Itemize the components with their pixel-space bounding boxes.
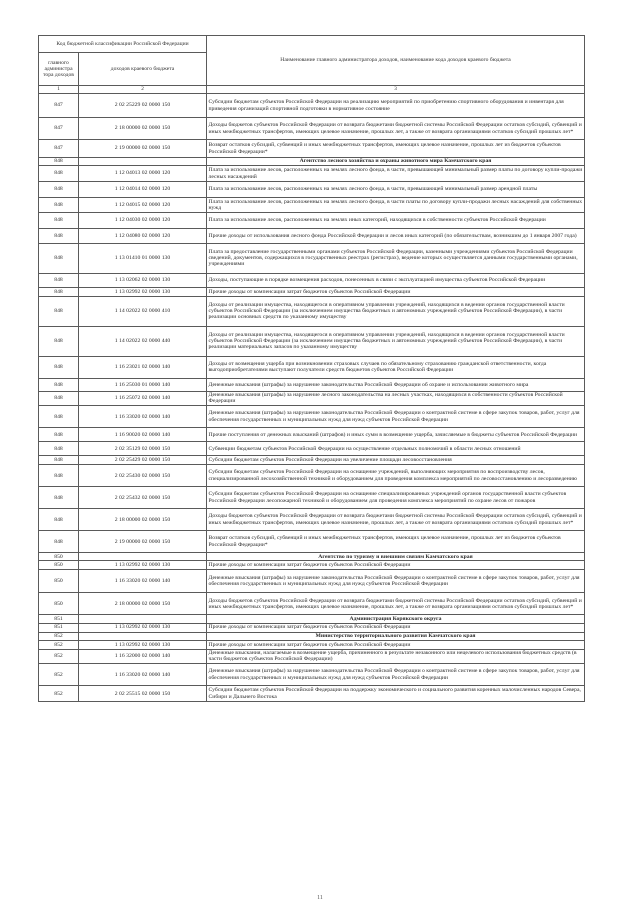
description-cell: Администрация Корякского округа [207,615,585,623]
description-cell: Доходы от возмещения ущерба при возникновении страховых случаев по обязательному страхованию гражданской ответственности, когда выгодоприобретателями выступают получатели средств бюджетов субъектов Российской Федерации [207,356,585,378]
revenue-code-cell: 1 14 02022 02 0000 440 [79,326,207,356]
admin-code-cell: 852 [39,686,79,702]
table-row [39,442,585,456]
admin-code-cell: 850 [39,593,79,615]
revenue-code-cell: 1 13 02992 02 0000 130 [79,623,207,632]
revenue-code-cell: 1 12 04014 02 0000 120 [79,182,207,198]
table-row [39,166,585,182]
revenue-code-cell: 2 19 00000 02 0000 150 [79,531,207,553]
section-row [39,632,585,640]
table-row [39,118,585,140]
description-cell: Субсидии бюджетам субъектов Российской Федерации на реализацию мероприятий по приобретению спортивного оборудования и инвентаря для приведения организаций спортивной подготовки в нормативное состояние [207,94,585,118]
table-row [39,561,585,570]
description-cell: Прочие доходы от компенсации затрат бюджетов субъектов Российской Федерации [207,561,585,570]
description-cell: Денежные взыскания (штрафы) за нарушение законодательства Российской Федерации об охране и использовании животного мира [207,378,585,391]
table-row [39,686,585,702]
description-cell: Субсидии бюджетам субъектов Российской Федерации на оснащение специализированных учреждений органов государственной власти субъектов Российской Федерации лесопожарной техникой и оборудованием для проведения комплекса мероприятий по охране лесов от пожаров [207,487,585,509]
revenue-code-cell: 1 16 25030 01 0000 140 [79,378,207,391]
table-row [39,487,585,509]
header-group-cell: Код бюджетной классификации Российской Федерации [39,36,207,53]
revenue-code-cell: 2 18 00000 02 0000 150 [79,593,207,615]
revenue-code-cell [79,615,207,623]
admin-code-cell: 848 [39,456,79,465]
revenue-code-cell [79,158,207,166]
table-row [39,378,585,391]
revenue-code-cell: 1 16 33020 02 0000 140 [79,664,207,686]
revenue-code-cell: 2 02 25432 02 0000 150 [79,487,207,509]
revenue-code-cell: 1 13 01410 01 0000 130 [79,243,207,273]
admin-code-cell: 848 [39,273,79,287]
table-row [39,570,585,593]
table-row [39,465,585,487]
revenue-code-cell: 1 14 02022 02 0000 410 [79,296,207,326]
admin-code-cell: 847 [39,94,79,118]
revenue-code-cell: 1 13 02992 02 0000 130 [79,287,207,296]
revenue-code-cell: 2 18 00000 02 0000 150 [79,509,207,531]
table-row [39,296,585,326]
description-cell: Денежные взыскания, налагаемые в возмещение ущерба, причиненного в результате незаконного или нецелевого использования бюджетных средств (в части бюджетов субъектов Российской Федерации) [207,649,585,664]
admin-code-cell: 848 [39,406,79,428]
table-row [39,212,585,228]
revenue-code-cell: 1 13 02992 02 0000 130 [79,640,207,649]
admin-code-cell: 850 [39,561,79,570]
admin-code-cell: 851 [39,623,79,632]
revenue-code-cell: 1 16 23021 02 0000 140 [79,356,207,378]
revenue-table [38,35,585,702]
description-cell: Возврат остатков субсидий, субвенций и иных межбюджетных трансфертов, имеющих целевое назначение, прошлых лет из бюджетов субъектов Российской Федерации* [207,140,585,158]
admin-code-cell: 852 [39,640,79,649]
admin-code-cell: 848 [39,465,79,487]
table-row [39,243,585,273]
revenue-code-cell: 1 16 25072 02 0000 140 [79,391,207,406]
admin-code-cell: 848 [39,228,79,243]
header-admin-cell: главного администра тора доходов [39,53,79,86]
description-cell: Доходы бюджетов субъектов Российской Федерации от возврата бюджетами бюджетной системы Российской Федерации остатков субсидий, субвенций и иных межбюджетных трансфертов, имеющих целевое назначение, прошлых лет, а также от возврата организациями остатков субсидий прошлых лет* [207,593,585,615]
admin-code-cell: 848 [39,391,79,406]
description-cell: Денежные взыскания (штрафы) за нарушение законодательства Российской Федерации о контрактной системе в сфере закупок товаров, работ, услуг для обеспечения государственных и муниципальных нужд для нужд субъектов Российской Федерации [207,570,585,593]
description-cell: Субсидии бюджетам субъектов Российской Федерации на увеличение площади лесовосстановления [207,456,585,465]
table-row [39,623,585,632]
revenue-code-cell: 1 16 33020 02 0000 140 [79,570,207,593]
description-cell: Прочие доходы от компенсации затрат бюджетов субъектов Российской Федерации [207,640,585,649]
header-code-cell: доходов краевого бюджета [79,53,207,86]
revenue-code-cell: 1 12 04013 02 0000 120 [79,166,207,182]
document-page [38,35,584,702]
table-row [39,428,585,442]
revenue-code-cell: 1 12 04030 02 0000 120 [79,212,207,228]
description-cell: Прочие доходы от использования лесного фонда Российской Федерации и лесов иных категорий (по обязательствам, возникшим до 1 января 2007 года) [207,228,585,243]
admin-code-cell: 852 [39,664,79,686]
admin-code-cell: 848 [39,326,79,356]
column-number: 1 [39,86,79,94]
admin-code-cell: 847 [39,140,79,158]
section-row [39,615,585,623]
revenue-code-cell: 2 02 25430 02 0000 150 [79,465,207,487]
admin-code-cell: 848 [39,509,79,531]
revenue-code-cell: 1 16 90020 02 0000 140 [79,428,207,442]
description-cell: Денежные взыскания (штрафы) за нарушение законодательства Российской Федерации о контрактной системе в сфере закупок товаров, работ, услуг для обеспечения государственных и муниципальных нужд для нужд субъектов Российской Федерации [207,664,585,686]
admin-code-cell: 848 [39,378,79,391]
description-cell: Плата за использование лесов, расположенных на землях лесного фонда, в части, превышающей минимальный размер арендной платы [207,182,585,198]
admin-code-cell: 848 [39,182,79,198]
description-cell: Денежные взыскания (штрафы) за нарушение лесного законодательства на лесных участках, находящихся в собственности субъектов Российской Федерации [207,391,585,406]
table-row [39,287,585,296]
admin-code-cell: 848 [39,356,79,378]
description-cell: Прочие доходы от компенсации затрат бюджетов субъектов Российской Федерации [207,287,585,296]
admin-code-cell: 851 [39,615,79,623]
description-cell: Плата за использование лесов, расположенных на землях лесного фонда, в части платы по договору купли-продажи лесных насаждений для собственных нужд [207,198,585,213]
section-row [39,553,585,561]
description-cell: Доходы, поступающие в порядке возмещения расходов, понесенных в связи с эксплуатацией имущества субъектов Российской Федерации [207,273,585,287]
table-row [39,406,585,428]
description-cell: Плата за использование лесов, расположенных на землях иных категорий, находящихся в собственности субъектов Российской Федерации [207,212,585,228]
table-row [39,391,585,406]
revenue-code-cell: 2 02 25429 02 0000 150 [79,456,207,465]
admin-code-cell: 847 [39,118,79,140]
table-row [39,198,585,213]
description-cell: Агентство по туризму и внешним связям Камчатского края [207,553,585,561]
table-row [39,593,585,615]
revenue-code-cell: 1 13 02992 02 0000 130 [79,561,207,570]
description-cell: Денежные взыскания (штрафы) за нарушение законодательства Российской Федерации о контрактной системе в сфере закупок товаров, работ, услуг для обеспечения государственных и муниципальных нужд для нужд субъектов Российской Федерации [207,406,585,428]
admin-code-cell: 848 [39,442,79,456]
admin-code-cell: 852 [39,649,79,664]
header-name-cell: Наименование главного администратора доходов, наименование кода доходов краевого бюджета [207,36,585,86]
admin-code-cell: 852 [39,632,79,640]
revenue-code-cell [79,632,207,640]
admin-code-cell: 848 [39,198,79,213]
admin-code-cell: 848 [39,531,79,553]
admin-code-cell: 848 [39,166,79,182]
revenue-code-cell: 2 02 25229 02 0000 150 [79,94,207,118]
table-row [39,664,585,686]
section-row [39,158,585,166]
table-row [39,326,585,356]
description-cell: Плата за использование лесов, расположенных на землях лесного фонда, в части, превышающей минимальный размер платы по договору купли-продажи лесных насаждений [207,166,585,182]
admin-code-cell: 848 [39,428,79,442]
admin-code-cell: 848 [39,243,79,273]
table-row [39,509,585,531]
description-cell: Плата за предоставление государственными органами субъектов Российской Федерации, казенными учреждениями субъектов Российской Федерации сведений, документов, содержащихся в государственных реестрах (регистрах), ведение которых осуществляется данными государственными органами, учреждениями [207,243,585,273]
table-row [39,182,585,198]
admin-code-cell: 850 [39,570,79,593]
revenue-code-cell: 2 02 35129 02 0000 150 [79,442,207,456]
revenue-code-cell [79,553,207,561]
table-row [39,273,585,287]
column-number: 2 [79,86,207,94]
revenue-code-cell: 1 12 04080 02 0000 120 [79,228,207,243]
table-row [39,640,585,649]
revenue-code-cell: 1 16 33020 02 0000 140 [79,406,207,428]
revenue-code-cell: 1 13 02062 02 0000 130 [79,273,207,287]
description-cell: Доходы бюджетов субъектов Российской Федерации от возврата бюджетами бюджетной системы Российской Федерации остатков субсидий, субвенций и иных межбюджетных трансфертов, имеющих целевое назначение, прошлых лет, а также от возврата организациями остатков субсидий прошлых лет* [207,118,585,140]
table-row [39,356,585,378]
table-row [39,649,585,664]
admin-code-cell: 848 [39,487,79,509]
table-row [39,140,585,158]
table-row [39,531,585,553]
page-number: 11 [317,895,323,901]
revenue-code-cell: 2 19 00000 02 0000 150 [79,140,207,158]
description-cell: Министерство территориального развития Камчатского края [207,632,585,640]
description-cell: Агентство лесного хозяйства и охраны животного мира Камчатского края [207,158,585,166]
column-number: 3 [207,86,585,94]
description-cell: Возврат остатков субсидий, субвенций и иных межбюджетных трансфертов, имеющих целевое назначение, прошлых лет из бюджетов субъектов Российской Федерации* [207,531,585,553]
revenue-code-cell: 2 18 00000 02 0000 150 [79,118,207,140]
description-cell: Субвенции бюджетам субъектов Российской Федерации на осуществление отдельных полномочий в области лесных отношений [207,442,585,456]
admin-code-cell: 850 [39,553,79,561]
description-cell: Доходы от реализации имущества, находящегося в оперативном управлении учреждений, находящихся в ведении органов государственной власти субъектов Российской Федерации (за исключением имущества бюджетных и автономных учреждений субъектов Российской Федерации), в части реализации материальных запасов по указанному имуществу [207,326,585,356]
table-row [39,456,585,465]
table-row [39,228,585,243]
table-body [39,94,585,702]
admin-code-cell: 848 [39,158,79,166]
revenue-code-cell: 2 02 25515 02 0000 150 [79,686,207,702]
admin-code-cell: 848 [39,296,79,326]
admin-code-cell: 848 [39,287,79,296]
revenue-code-cell: 1 16 32000 02 0000 140 [79,649,207,664]
revenue-code-cell: 1 12 04015 02 0000 120 [79,198,207,213]
description-cell: Доходы от реализации имущества, находящегося в оперативном управлении учреждений, находящихся в ведении органов государственной власти субъектов Российской Федерации (за исключением имущества бюджетных и автономных учреждений субъектов Российской Федерации), в части реализации основных средств по указанному имуществу [207,296,585,326]
description-cell: Доходы бюджетов субъектов Российской Федерации от возврата бюджетами бюджетной системы Российской Федерации остатков субсидий, субвенций и иных межбюджетных трансфертов, имеющих целевое назначение, прошлых лет, а также от возврата организациями остатков субсидий прошлых лет* [207,509,585,531]
admin-code-cell: 848 [39,212,79,228]
description-cell: Прочие доходы от компенсации затрат бюджетов субъектов Российской Федерации [207,623,585,632]
table-row [39,94,585,118]
description-cell: Субсидии бюджетам субъектов Российской Федерации на поддержку экономического и социального развития коренных малочисленных народов Севера, Сибири и Дальнего Востока [207,686,585,702]
description-cell: Прочие поступления от денежных взысканий (штрафов) и иных сумм в возмещение ущерба, зачисляемые в бюджеты субъектов Российской Федерации [207,428,585,442]
description-cell: Субсидии бюджетам субъектов Российской Федерации на оснащение учреждений, выполняющих мероприятия по воспроизводству лесов, специализированной лесохозяйственной техникой и оборудованием для проведения комплекса мероприятий по лесовосстановлению и лесоразведению [207,465,585,487]
